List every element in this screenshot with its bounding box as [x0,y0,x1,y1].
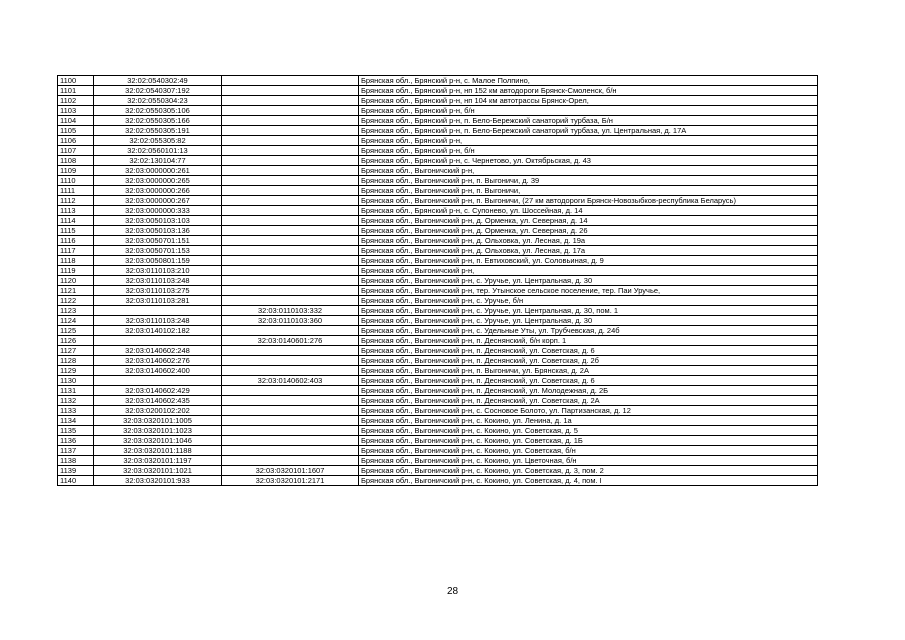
cadastral-number-cell [94,306,222,316]
cadastral-number-cell: 32:03:0320101:1197 [94,456,222,466]
cadastral-number-2-cell [222,456,359,466]
row-number-cell: 1136 [58,436,94,446]
cadastral-number-cell: 32:03:0050701:153 [94,246,222,256]
row-number-cell: 1129 [58,366,94,376]
table-row [58,136,818,146]
address-cell: Брянская обл., Выгоничский р-н, с. Удельные Уты, ул. Трубчевская, д. 24б [359,326,818,336]
row-number-cell: 1140 [58,476,94,486]
table-row [58,76,818,86]
row-number-cell: 1106 [58,136,94,146]
address-cell: Брянская обл., Брянский р-н, п. Бело-Бережский санаторий турбаза, Б/н [359,116,818,126]
cadastral-number-2-cell [222,106,359,116]
cadastral-number-2-cell [222,446,359,456]
row-number-cell: 1116 [58,236,94,246]
table-row [58,246,818,256]
cadastral-number-cell: 32:03:0320101:933 [94,476,222,486]
cadastral-number-2-cell: 32:03:0140601:276 [222,336,359,346]
row-number-cell: 1102 [58,96,94,106]
row-number-cell: 1122 [58,296,94,306]
address-cell: Брянская обл., Выгоничский р-н, тер. Утынское сельское поселение, тер. Паи Уручье, [359,286,818,296]
table-row [58,386,818,396]
address-cell: Брянская обл., Выгоничский р-н, п. Евтиховский, ул. Соловьиная, д. 9 [359,256,818,266]
table-row [58,186,818,196]
row-number-cell: 1118 [58,256,94,266]
cadastral-number-cell: 32:03:0110103:210 [94,266,222,276]
cadastral-number-2-cell [222,96,359,106]
table-row [58,226,818,236]
cadastral-number-2-cell [222,76,359,86]
address-cell: Брянская обл., Выгоничский р-н, п. Деснянский, ул. Молодежная, д. 2Б [359,386,818,396]
cadastral-number-2-cell [222,116,359,126]
row-number-cell: 1123 [58,306,94,316]
table-row [58,336,818,346]
cadastral-number-cell: 32:03:0200102:202 [94,406,222,416]
cadastral-number-2-cell [222,386,359,396]
table-row [58,356,818,366]
address-cell: Брянская обл., Выгоничский р-н, с. Уручье, ул. Центральная, д. 30 [359,276,818,286]
table-row [58,396,818,406]
cadastral-number-2-cell: 32:03:0320101:2171 [222,476,359,486]
cadastral-number-cell: 32:03:0000000:333 [94,206,222,216]
cadastral-number-2-cell: 32:03:0140602:403 [222,376,359,386]
address-cell: Брянская обл., Брянский р-н, нп 104 км автотрассы Брянск-Орел, [359,96,818,106]
table-row [58,476,818,486]
cadastral-number-2-cell [222,246,359,256]
row-number-cell: 1133 [58,406,94,416]
table-row [58,456,818,466]
row-number-cell: 1113 [58,206,94,216]
row-number-cell: 1134 [58,416,94,426]
cadastral-number-2-cell: 32:03:0320101:1607 [222,466,359,476]
row-number-cell: 1137 [58,446,94,456]
address-cell: Брянская обл., Выгоничский р-н, д. Орменка, ул. Северная, д. 14 [359,216,818,226]
address-cell: Брянская обл., Выгоничский р-н, с. Кокино, ул. Цветочная, б/н [359,456,818,466]
row-number-cell: 1120 [58,276,94,286]
row-number-cell: 1127 [58,346,94,356]
row-number-cell: 1132 [58,396,94,406]
row-number-cell: 1131 [58,386,94,396]
address-cell: Брянская обл., Выгоничский р-н, п. Выгоничи, (27 км автодороги Брянск-Новозыбков-республика Беларусь) [359,196,818,206]
table-row [58,326,818,336]
address-cell: Брянская обл., Выгоничский р-н, д. Орменка, ул. Северная, д. 26 [359,226,818,236]
cadastral-number-cell [94,336,222,346]
table-row [58,146,818,156]
cadastral-number-cell: 32:03:0000000:266 [94,186,222,196]
cadastral-number-cell: 32:02:130104:77 [94,156,222,166]
cadastral-number-cell: 32:03:0140602:435 [94,396,222,406]
table-row [58,366,818,376]
address-cell: Брянская обл., Выгоничский р-н, [359,266,818,276]
row-number-cell: 1107 [58,146,94,156]
cadastral-number-2-cell [222,276,359,286]
cadastral-number-cell: 32:02:0540307:192 [94,86,222,96]
table-row [58,416,818,426]
cadastral-number-2-cell [222,146,359,156]
cadastral-number-2-cell [222,86,359,96]
table-row [58,236,818,246]
cadastral-number-2-cell [222,236,359,246]
row-number-cell: 1114 [58,216,94,226]
address-cell: Брянская обл., Брянский р-н, [359,136,818,146]
address-cell: Брянская обл., Брянский р-н, с. Супонево, ул. Шоссейная, д. 14 [359,206,818,216]
cadastral-number-2-cell [222,416,359,426]
table-row [58,316,818,326]
cadastral-number-cell: 32:03:0140602:248 [94,346,222,356]
cadastral-number-cell [94,376,222,386]
row-number-cell: 1124 [58,316,94,326]
table-row [58,216,818,226]
address-cell: Брянская обл., Выгоничский р-н, с. Кокино, ул. Ленина, д. 1а [359,416,818,426]
cadastral-number-2-cell [222,176,359,186]
address-cell: Брянская обл., Выгоничский р-н, п. Деснянский, ул. Советская, д. 6 [359,376,818,386]
cadastral-number-cell: 32:03:0110103:275 [94,286,222,296]
cadastral-number-cell: 32:03:0320101:1023 [94,426,222,436]
address-cell: Брянская обл., Брянский р-н, с. Малое Полпино, [359,76,818,86]
table-row [58,86,818,96]
address-cell: Брянская обл., Выгоничский р-н, [359,166,818,176]
address-cell: Брянская обл., Выгоничский р-н, д. Ольховка, ул. Лесная, д. 19а [359,236,818,246]
table-row [58,116,818,126]
table-row [58,266,818,276]
table-row [58,256,818,266]
table-row [58,466,818,476]
address-cell: Брянская обл., Выгоничский р-н, п. Выгоничи, д. 39 [359,176,818,186]
cadastral-number-cell: 32:03:0110103:248 [94,276,222,286]
cadastral-number-2-cell [222,206,359,216]
cadastral-number-cell: 32:03:0320101:1046 [94,436,222,446]
cadastral-number-2-cell [222,256,359,266]
address-cell: Брянская обл., Выгоничский р-н, с. Кокино, ул. Советская, д. 4, пом. I [359,476,818,486]
row-number-cell: 1126 [58,336,94,346]
cadastral-number-cell: 32:03:0050801:159 [94,256,222,266]
row-number-cell: 1112 [58,196,94,206]
row-number-cell: 1139 [58,466,94,476]
address-cell: Брянская обл., Выгоничский р-н, с. Сосновое Болото, ул. Партизанская, д. 12 [359,406,818,416]
cadastral-number-cell: 32:03:0320101:1005 [94,416,222,426]
cadastral-number-cell: 32:02:0550305:166 [94,116,222,126]
table-row [58,346,818,356]
cadastral-number-2-cell [222,296,359,306]
table-row [58,156,818,166]
address-cell: Брянская обл., Брянский р-н, с. Чернетово, ул. Октябрьская, д. 43 [359,156,818,166]
address-cell: Брянская обл., Выгоничский р-н, с. Кокино, ул. Советская, б/н [359,446,818,456]
row-number-cell: 1111 [58,186,94,196]
table-row [58,166,818,176]
cadastral-number-2-cell [222,436,359,446]
cadastral-number-2-cell [222,286,359,296]
cadastral-number-cell: 32:02:0550304:23 [94,96,222,106]
cadastral-number-2-cell [222,136,359,146]
address-cell: Брянская обл., Выгоничский р-н, п. Деснянский, ул. Советская, д. 6 [359,346,818,356]
table-row [58,436,818,446]
property-register-table [57,75,818,486]
cadastral-number-cell: 32:03:0110103:248 [94,316,222,326]
cadastral-number-2-cell [222,126,359,136]
table-row [58,106,818,116]
cadastral-number-2-cell [222,266,359,276]
row-number-cell: 1130 [58,376,94,386]
table-row [58,176,818,186]
table-row [58,406,818,416]
table-row [58,276,818,286]
cadastral-number-2-cell [222,186,359,196]
row-number-cell: 1104 [58,116,94,126]
cadastral-number-cell: 32:03:0320101:1021 [94,466,222,476]
cadastral-number-cell: 32:02:055305:82 [94,136,222,146]
cadastral-number-2-cell: 32:03:0110103:360 [222,316,359,326]
address-cell: Брянская обл., Брянский р-н, нп 152 км автодороги Брянск-Смоленск, б/н [359,86,818,96]
cadastral-number-cell: 32:03:0140602:400 [94,366,222,376]
cadastral-number-2-cell [222,346,359,356]
cadastral-number-cell: 32:03:0320101:1188 [94,446,222,456]
register-table-body [58,76,818,486]
row-number-cell: 1117 [58,246,94,256]
cadastral-number-2-cell [222,196,359,206]
cadastral-number-cell: 32:03:0000000:267 [94,196,222,206]
cadastral-number-2-cell [222,366,359,376]
address-cell: Брянская обл., Выгоничский р-н, п. Деснянский, ул. Советская, д. 2А [359,396,818,406]
table-row [58,96,818,106]
table-row [58,196,818,206]
address-cell: Брянская обл., Выгоничский р-н, п. Выгоничи, ул. Брянская, д. 2А [359,366,818,376]
cadastral-number-cell: 32:03:0000000:261 [94,166,222,176]
cadastral-number-cell: 32:02:0550305:106 [94,106,222,116]
page-number: 28 [446,586,459,597]
address-cell: Брянская обл., Выгоничский р-н, п. Деснянский, б/н корп. 1 [359,336,818,346]
row-number-cell: 1103 [58,106,94,116]
address-cell: Брянская обл., Выгоничский р-н, с. Уручье, б/н [359,296,818,306]
row-number-cell: 1101 [58,86,94,96]
address-cell: Брянская обл., Выгоничский р-н, с. Уручье, ул. Центральная, д. 30, пом. 1 [359,306,818,316]
cadastral-number-2-cell [222,166,359,176]
table-row [58,286,818,296]
table-row [58,206,818,216]
cadastral-number-cell: 32:02:0540302:49 [94,76,222,86]
address-cell: Брянская обл., Выгоничский р-н, д. Ольховка, ул. Лесная, д. 17а [359,246,818,256]
table-row [58,376,818,386]
row-number-cell: 1135 [58,426,94,436]
cadastral-number-2-cell [222,356,359,366]
address-cell: Брянская обл., Выгоничский р-н, с. Уручье, ул. Центральная, д. 30 [359,316,818,326]
row-number-cell: 1100 [58,76,94,86]
cadastral-number-2-cell [222,226,359,236]
address-cell: Брянская обл., Брянский р-н, б/н [359,146,818,156]
cadastral-number-2-cell [222,406,359,416]
table-row [58,296,818,306]
cadastral-number-cell: 32:02:0560101:13 [94,146,222,156]
table-row [58,306,818,316]
row-number-cell: 1115 [58,226,94,236]
address-cell: Брянская обл., Брянский р-н, б/н [359,106,818,116]
cadastral-number-cell: 32:03:0000000:265 [94,176,222,186]
cadastral-number-2-cell [222,156,359,166]
row-number-cell: 1128 [58,356,94,366]
address-cell: Брянская обл., Выгоничский р-н, п. Выгоничи, [359,186,818,196]
cadastral-number-cell: 32:03:0140602:429 [94,386,222,396]
cadastral-number-2-cell: 32:03:0110103:332 [222,306,359,316]
address-cell: Брянская обл., Выгоничский р-н, с. Кокино, ул. Советская, д. 5 [359,426,818,436]
table-row [58,446,818,456]
table-row [58,126,818,136]
cadastral-number-cell: 32:03:0140102:182 [94,326,222,336]
row-number-cell: 1109 [58,166,94,176]
cadastral-number-cell: 32:03:0110103:281 [94,296,222,306]
address-cell: Брянская обл., Выгоничский р-н, с. Кокино, ул. Советская, д. 3, пом. 2 [359,466,818,476]
cadastral-number-cell: 32:03:0050701:151 [94,236,222,246]
cadastral-number-cell: 32:03:0050103:136 [94,226,222,236]
row-number-cell: 1108 [58,156,94,166]
row-number-cell: 1121 [58,286,94,296]
address-cell: Брянская обл., Выгоничский р-н, с. Кокино, ул. Советская, д. 1Б [359,436,818,446]
cadastral-number-2-cell [222,326,359,336]
row-number-cell: 1105 [58,126,94,136]
row-number-cell: 1110 [58,176,94,186]
row-number-cell: 1138 [58,456,94,466]
address-cell: Брянская обл., Брянский р-н, п. Бело-Бережский санаторий турбаза, ул. Центральная, д. 17А [359,126,818,136]
table-row [58,426,818,436]
cadastral-number-cell: 32:02:0550305:191 [94,126,222,136]
row-number-cell: 1119 [58,266,94,276]
address-cell: Брянская обл., Выгоничский р-н, п. Деснянский, ул. Советская, д. 2б [359,356,818,366]
row-number-cell: 1125 [58,326,94,336]
cadastral-number-cell: 32:03:0050103:103 [94,216,222,226]
cadastral-number-2-cell [222,396,359,406]
cadastral-number-cell: 32:03:0140602:276 [94,356,222,366]
cadastral-number-2-cell [222,426,359,436]
cadastral-number-2-cell [222,216,359,226]
